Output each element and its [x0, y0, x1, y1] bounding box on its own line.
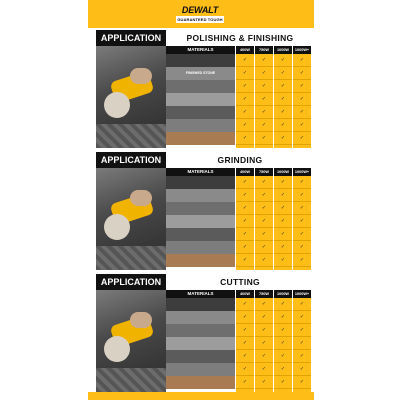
material-row: FINISHED STONE [166, 67, 235, 80]
check-mark: ✓ [255, 80, 273, 93]
check-mark: ✓ [255, 202, 273, 215]
check-mark: ✓ [293, 363, 311, 376]
section-title: CUTTING [166, 274, 314, 290]
column-header: 400W [236, 290, 254, 298]
column-header: 1000W+ [294, 170, 310, 174]
check-mark: ✓ [236, 324, 254, 337]
materials-header: MATERIALS [166, 46, 235, 54]
check-mark: ✓ [255, 228, 273, 241]
tool-head [104, 92, 130, 118]
power-column [293, 176, 311, 270]
hand [130, 68, 152, 84]
material-row [166, 93, 235, 106]
check-mark: ✓ [293, 132, 311, 145]
check-mark: ✓ [293, 324, 311, 337]
check-mark: ✓ [236, 228, 254, 241]
material-row [166, 132, 235, 145]
application-tab: APPLICATION [96, 30, 166, 46]
check-mark: ✓ [255, 241, 273, 254]
material-row [166, 311, 235, 324]
check-mark: ✓ [255, 176, 273, 189]
check-mark: ✓ [255, 215, 273, 228]
check-mark: ✓ [255, 376, 273, 389]
material-row [166, 228, 235, 241]
check-mark: ✓ [236, 298, 254, 311]
check-mark: ✓ [293, 202, 311, 215]
check-mark: ✓ [293, 241, 311, 254]
compatibility-table [166, 168, 314, 270]
hand [130, 190, 152, 206]
check-mark: ✓ [274, 67, 292, 80]
check-mark: ✓ [274, 376, 292, 389]
surface [96, 124, 166, 148]
check-mark: ✓ [293, 189, 311, 202]
column-header: 750W [255, 46, 273, 54]
surface [96, 368, 166, 392]
check-mark: ✓ [236, 119, 254, 132]
application-photo [96, 46, 166, 148]
check-mark: ✓ [255, 93, 273, 106]
check-mark: ✓ [293, 119, 311, 132]
check-mark: ✓ [274, 80, 292, 93]
dewalt-logo [176, 5, 224, 23]
check-mark: ✓ [274, 132, 292, 145]
check-mark: ✓ [255, 67, 273, 80]
check-mark: ✓ [274, 298, 292, 311]
power-column [236, 176, 254, 270]
column-header: 1000W+ [294, 48, 310, 52]
compatibility-table [166, 46, 314, 148]
check-mark: ✓ [236, 93, 254, 106]
material-row [166, 376, 235, 389]
check-mark: ✓ [274, 215, 292, 228]
check-mark: ✓ [293, 337, 311, 350]
material-row [166, 337, 235, 350]
check-mark: ✓ [293, 54, 311, 67]
check-mark: ✓ [274, 254, 292, 267]
check-mark: ✓ [274, 311, 292, 324]
surface [96, 246, 166, 270]
check-mark: ✓ [255, 363, 273, 376]
logo-wordmark: DEWALT [176, 5, 224, 16]
check-mark: ✓ [293, 176, 311, 189]
check-mark: ✓ [293, 254, 311, 267]
column-header: 400W [236, 46, 254, 54]
power-column [293, 298, 311, 392]
top-band [88, 0, 314, 28]
check-mark: ✓ [293, 376, 311, 389]
check-mark: ✓ [255, 298, 273, 311]
check-mark: ✓ [236, 311, 254, 324]
check-mark: ✓ [255, 311, 273, 324]
section-header [96, 30, 314, 46]
section-header [96, 152, 314, 168]
check-mark: ✓ [274, 363, 292, 376]
check-mark: ✓ [236, 176, 254, 189]
check-mark: ✓ [255, 132, 273, 145]
check-mark: ✓ [255, 254, 273, 267]
check-mark: ✓ [236, 80, 254, 93]
section-2 [96, 274, 314, 392]
check-mark: ✓ [255, 350, 273, 363]
application-tab: APPLICATION [96, 152, 166, 168]
material-row [166, 176, 235, 189]
check-mark: ✓ [274, 202, 292, 215]
power-column [236, 298, 254, 392]
material-row [166, 350, 235, 363]
power-column [274, 298, 292, 392]
check-mark: ✓ [293, 311, 311, 324]
material-row [166, 324, 235, 337]
section-1 [96, 152, 314, 270]
power-column [255, 298, 273, 392]
column-header: 1000W+ [294, 292, 310, 296]
check-mark: ✓ [274, 119, 292, 132]
section-header [96, 274, 314, 290]
material-row [166, 189, 235, 202]
power-column [274, 176, 292, 270]
material-row [166, 241, 235, 254]
bottom-band [88, 392, 314, 400]
check-mark: ✓ [293, 67, 311, 80]
check-mark: ✓ [274, 189, 292, 202]
check-mark: ✓ [236, 363, 254, 376]
materials-header: MATERIALS [166, 290, 235, 298]
check-mark: ✓ [236, 189, 254, 202]
check-mark: ✓ [293, 106, 311, 119]
check-mark: ✓ [236, 132, 254, 145]
check-mark: ✓ [255, 337, 273, 350]
power-column [255, 176, 273, 270]
power-column [236, 54, 254, 148]
section-title: GRINDING [166, 152, 314, 168]
check-mark: ✓ [236, 106, 254, 119]
check-mark: ✓ [255, 119, 273, 132]
logo-tagline: GUARANTEED TOUGH [177, 17, 223, 22]
check-mark: ✓ [293, 228, 311, 241]
material-row [166, 363, 235, 376]
check-mark: ✓ [274, 337, 292, 350]
tool-head [104, 336, 130, 362]
check-mark: ✓ [293, 298, 311, 311]
check-mark: ✓ [236, 350, 254, 363]
material-row [166, 202, 235, 215]
application-photo [96, 290, 166, 392]
material-row [166, 80, 235, 93]
column-header: 750W [255, 168, 273, 176]
check-mark: ✓ [236, 337, 254, 350]
check-mark: ✓ [236, 241, 254, 254]
check-mark: ✓ [255, 54, 273, 67]
check-mark: ✓ [236, 202, 254, 215]
check-mark: ✓ [274, 106, 292, 119]
check-mark: ✓ [274, 241, 292, 254]
check-mark: ✓ [236, 254, 254, 267]
check-mark: ✓ [236, 376, 254, 389]
check-mark: ✓ [293, 93, 311, 106]
check-mark: ✓ [236, 215, 254, 228]
column-header: 400W [236, 168, 254, 176]
material-row [166, 106, 235, 119]
check-mark: ✓ [293, 215, 311, 228]
application-tab: APPLICATION [96, 274, 166, 290]
material-row [166, 119, 235, 132]
check-mark: ✓ [274, 176, 292, 189]
section-title: POLISHING & FINISHING [166, 30, 314, 46]
check-mark: ✓ [236, 54, 254, 67]
hand [130, 312, 152, 328]
check-mark: ✓ [274, 93, 292, 106]
check-mark: ✓ [293, 350, 311, 363]
column-header: 1000W [274, 290, 292, 298]
check-mark: ✓ [255, 189, 273, 202]
check-mark: ✓ [274, 54, 292, 67]
tool-head [104, 214, 130, 240]
check-mark: ✓ [293, 80, 311, 93]
power-column [274, 54, 292, 148]
material-row [166, 254, 235, 267]
check-mark: ✓ [255, 324, 273, 337]
column-header: 1000W [274, 46, 292, 54]
check-mark: ✓ [274, 228, 292, 241]
check-mark: ✓ [274, 350, 292, 363]
material-row [166, 54, 235, 67]
compatibility-table [166, 290, 314, 392]
power-column [255, 54, 273, 148]
poster [88, 0, 314, 400]
column-header: 1000W [274, 168, 292, 176]
materials-header: MATERIALS [166, 168, 235, 176]
column-header: 750W [255, 290, 273, 298]
check-mark: ✓ [236, 67, 254, 80]
section-0 [96, 30, 314, 148]
check-mark: ✓ [274, 324, 292, 337]
material-row [166, 215, 235, 228]
application-photo [96, 168, 166, 270]
check-mark: ✓ [255, 106, 273, 119]
power-column [293, 54, 311, 148]
material-row [166, 298, 235, 311]
